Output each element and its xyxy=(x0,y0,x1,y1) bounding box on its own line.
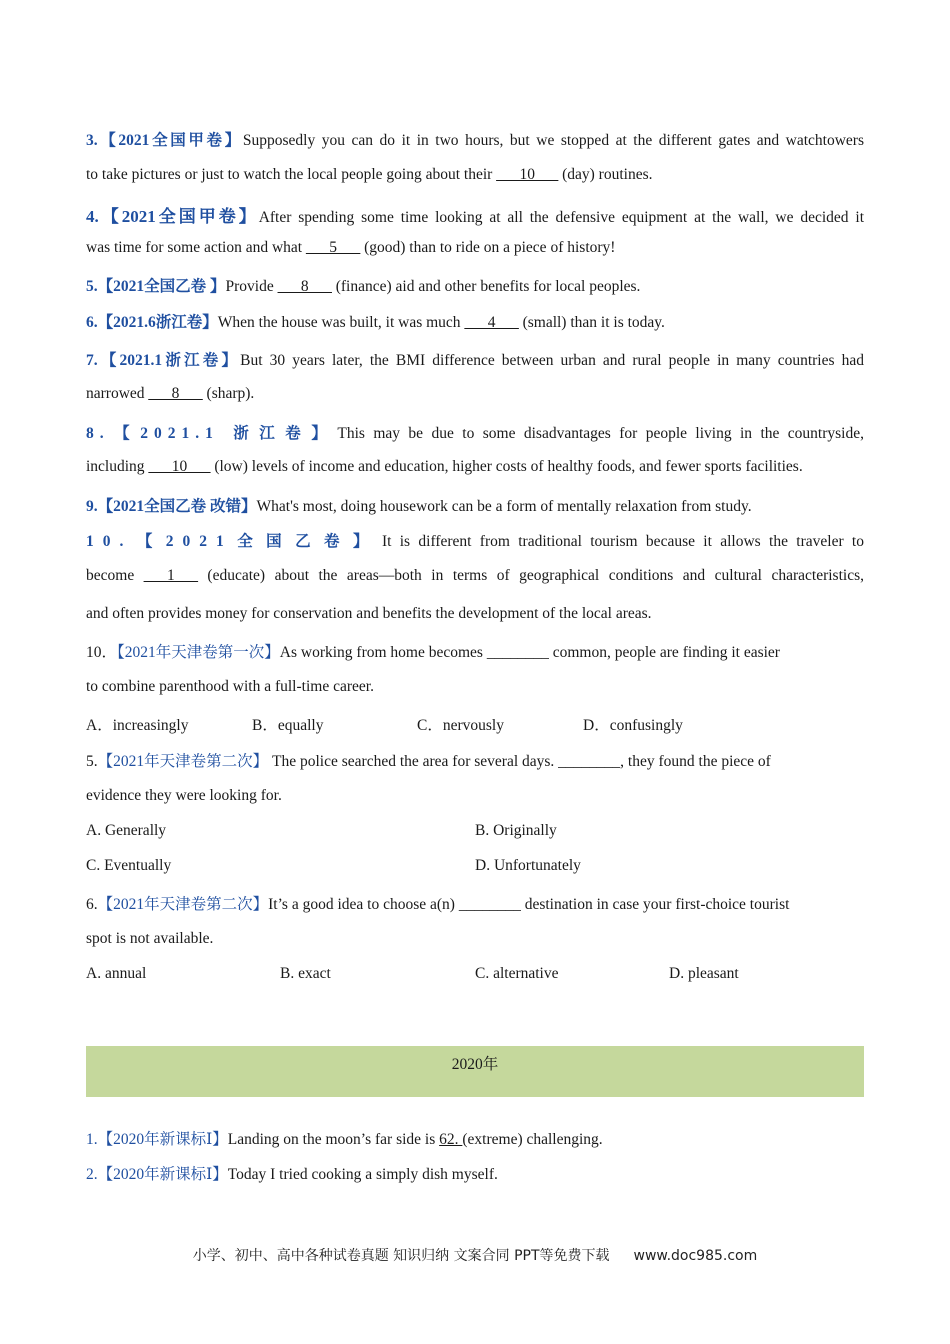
q10-source: 10.【2021全国乙卷】 xyxy=(86,533,382,550)
y2020-q1-blank: 62. xyxy=(439,1131,463,1148)
q8-line2: including ___10___ (low) levels of income and education, higher costs of healthy foods, and fewer sports facilities. xyxy=(86,458,803,475)
q4-source: 4.【2021全国甲卷】 xyxy=(86,207,259,226)
mc6-option-d[interactable]: D. pleasant xyxy=(669,965,739,982)
q6-source: 6.【2021.6浙江卷】 xyxy=(86,314,218,331)
mc10-option-c[interactable]: C．nervously xyxy=(417,717,504,734)
mc10-line2: to combine parenthood with a full-time career. xyxy=(86,678,374,695)
mc6-option-c[interactable]: C. alternative xyxy=(475,965,559,982)
q5-line1: 5.【2021全国乙卷 】Provide ___8___ (finance) aid and other benefits for local peoples. xyxy=(86,278,641,295)
mc5-line1: 5.【2021年天津卷第二次】 The police searched the area for several days. ________, they found the piece of xyxy=(86,753,771,770)
y2020-q2-line1: 2.【2020年新课标Ⅰ】Today I tried cooking a simply dish myself. xyxy=(86,1166,498,1183)
mc5-option-a[interactable]: A. Generally xyxy=(86,822,167,839)
footer-text: 小学、初中、高中各种试卷真题 知识归纳 文案合同 PPT等免费下载 xyxy=(192,1248,610,1264)
q9-source: 9.【2021全国乙卷 改错】 xyxy=(86,498,257,515)
q7-source: 7.【2021.1浙江卷】 xyxy=(86,352,241,369)
mc5-option-d[interactable]: D. Unfortunately xyxy=(475,857,581,874)
q10-blank: ___1___ xyxy=(143,567,198,584)
mc5-line2: evidence they were looking for. xyxy=(86,787,282,804)
mc6-line1: 6.【2021年天津卷第二次】It’s a good idea to choose a(n) ________ destination in case your first-choice tourist xyxy=(86,896,790,913)
y2020-q1-source: 1.【2020年新课标Ⅰ】 xyxy=(86,1131,228,1148)
q5-blank: ___8___ xyxy=(277,278,332,295)
q3-line2: to take pictures or just to watch the local people going about their ___10___ (day) routines. xyxy=(86,166,653,183)
mc10-source: 【2021年天津卷第一次】 xyxy=(117,644,280,661)
section-year-label: 2020年 xyxy=(451,1056,499,1073)
mc10-line1: 10．【2021年天津卷第一次】As working from home becomes ________ common, people are finding it easier xyxy=(86,644,780,661)
mc10-option-a[interactable]: A．increasingly xyxy=(86,717,189,734)
mc6-source: 【2021年天津卷第二次】 xyxy=(97,896,269,913)
q4-blank: ___5___ xyxy=(305,239,361,256)
mc5-source: 【2021年天津卷第二次】 xyxy=(97,753,269,770)
q4-line1: 4.【2021全国甲卷】After spending some time looking at all the defensive equipment at the wall, we decided it xyxy=(86,207,865,226)
q10-line2: become ___1___ (educate) about the areas—both in terms of geographical conditions and cultural characteristics, xyxy=(86,567,864,584)
q3-blank: ___10___ xyxy=(496,166,559,183)
y2020-q2-source: 2.【2020年新课标Ⅰ】 xyxy=(86,1166,228,1183)
section-band-2020 xyxy=(86,1046,864,1097)
q8-line1: 8.【2021.1 浙江卷】This may be due to some disadvantages for people living in the countryside, xyxy=(86,425,864,442)
q7-blank: ___8___ xyxy=(148,385,203,402)
mc6-option-a[interactable]: A. annual xyxy=(86,965,147,982)
mc6-line2: spot is not available. xyxy=(86,930,214,947)
q3-line1: 3.【2021全国甲卷】Supposedly you can do it in two hours, but we stopped at the different gates and watchtowers xyxy=(86,132,864,149)
mc5-option-c[interactable]: C. Eventually xyxy=(86,857,172,874)
q8-blank: ___10___ xyxy=(148,458,211,475)
mc6-option-b[interactable]: B. exact xyxy=(280,965,331,982)
q10-line1: 10.【2021全国乙卷】It is different from traditional tourism because it allows the traveler to xyxy=(86,533,864,550)
q10-line3: and often provides money for conservation and benefits the development of the local areas. xyxy=(86,605,652,622)
q5-source: 5.【2021全国乙卷 】 xyxy=(86,278,226,295)
q8-source: 8.【2021.1 浙江卷】 xyxy=(86,425,338,442)
page-footer xyxy=(0,1245,950,1265)
footer-site-link[interactable]: www.doc985.com xyxy=(633,1248,758,1264)
mc10-option-d[interactable]: D．confusingly xyxy=(583,717,683,734)
q9-line1: 9.【2021全国乙卷 改错】What's most, doing housework can be a form of mentally relaxation from study. xyxy=(86,498,752,515)
mc10-option-b[interactable]: B．equally xyxy=(252,717,324,734)
q6-blank: ___4___ xyxy=(464,314,519,331)
y2020-q1-line1: 1.【2020年新课标Ⅰ】Landing on the moon’s far side is 62. (extreme) challenging. xyxy=(86,1131,603,1148)
q7-line1: 7.【2021.1浙江卷】But 30 years later, the BMI difference between urban and rural people in many countries had xyxy=(86,352,864,369)
q6-line1: 6.【2021.6浙江卷】When the house was built, it was much ___4___ (small) than it is today. xyxy=(86,314,665,331)
q3-source: 3.【2021全国甲卷】 xyxy=(86,132,243,149)
q4-line2: was time for some action and what ___5___ (good) than to ride on a piece of history! xyxy=(86,239,616,256)
mc5-option-b[interactable]: B. Originally xyxy=(475,822,557,839)
q7-line2: narrowed ___8___ (sharp). xyxy=(86,385,255,402)
